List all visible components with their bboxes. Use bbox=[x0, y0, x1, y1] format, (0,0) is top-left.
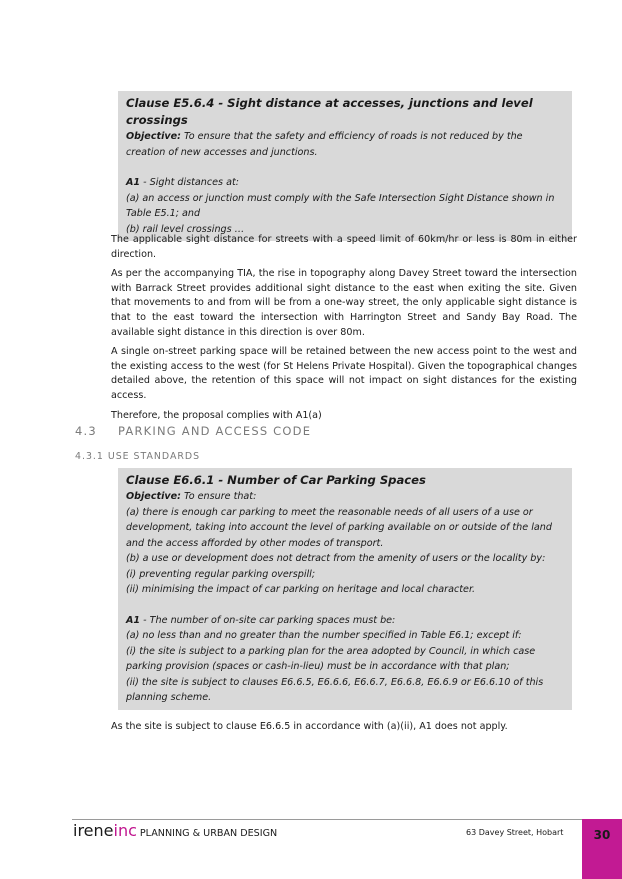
clause-item: (i) preventing regular parking overspill; bbox=[126, 568, 316, 580]
clause-item: (b) rail level crossings … bbox=[126, 223, 245, 235]
footer-address: 63 Davey Street, Hobart bbox=[466, 828, 564, 837]
clause-objective bbox=[126, 129, 564, 160]
clause-item: (a) an access or junction must comply with the Safe Intersection Sight Distance shown in Table E5.1; and bbox=[126, 192, 555, 219]
a1-label: A1 bbox=[126, 614, 141, 626]
logo-tagline: PLANNING & URBAN DESIGN bbox=[139, 828, 278, 839]
paragraph: Therefore, the proposal complies with A1(a) bbox=[111, 409, 322, 421]
a1-label: A1 bbox=[126, 177, 141, 188]
subsection-title: USE STANDARDS bbox=[107, 451, 201, 462]
company-logo bbox=[73, 821, 277, 840]
objective-label: Objective: bbox=[126, 491, 181, 502]
body-text-conclusion bbox=[111, 720, 577, 740]
paragraph: As the site is subject to clause E6.6.5 in accordance with (a)(ii), A1 does not apply. bbox=[111, 721, 508, 732]
page-number: 30 bbox=[593, 828, 611, 842]
objective-text: To ensure that: bbox=[180, 491, 257, 502]
clause-objective bbox=[126, 489, 564, 505]
section-title: PARKING AND ACCESS CODE bbox=[118, 424, 312, 438]
logo-text-inc: inc bbox=[113, 821, 137, 840]
clause-item: (b) a use or development does not detract from the amenity of users or the locality by: bbox=[126, 553, 546, 564]
subsection-number: 4.3.1 bbox=[75, 451, 104, 462]
a1-text: - The number of on-site car parking spaces must be: bbox=[140, 614, 396, 626]
objective-text: To ensure that the safety and efficiency of roads is not reduced by the creation of new accesses and junctions. bbox=[126, 131, 523, 158]
body-text-sight-distance bbox=[111, 233, 577, 428]
clause-title: Clause E6.6.1 - Number of Car Parking Spaces bbox=[126, 473, 426, 487]
paragraph: As per the accompanying TIA, the rise in topography along Davey Street toward the intersection with Barrack Street provides additional sight distance to the east when exiting the site. Given that movements to and from will be from a one-way street, the only applicable sight distance is that to the east toward the intersection with Harrington Street and Sandy Bay Road. The available sight distance in this direction is over 80m. bbox=[111, 268, 577, 338]
clause-item: (i) the site is subject to a parking plan for the area adopted by Council, in which case parking provision (spaces or cash-in-lieu) must be in accordance with that plan; bbox=[126, 645, 536, 672]
clause-item: (ii) minimising the impact of car parking on heritage and local character. bbox=[126, 584, 476, 595]
clause-title: Clause E5.6.4 - Sight distance at accesses, junctions and level crossings bbox=[126, 96, 533, 127]
clause-a1 bbox=[126, 175, 564, 191]
spacer bbox=[126, 160, 564, 175]
clause-box-e5-6-4 bbox=[118, 91, 572, 241]
clause-item: (ii) the site is subject to clauses E6.6.5, E6.6.6, E6.6.7, E6.6.8, E6.6.9 or E6.6.10 of this planning scheme. bbox=[126, 676, 544, 703]
footer-divider bbox=[72, 819, 582, 820]
objective-label: Objective: bbox=[126, 131, 181, 142]
clause-box-e6-6-1 bbox=[118, 468, 572, 710]
clause-item: (a) no less than and no greater than the number specified in Table E6.1; except if: bbox=[126, 630, 522, 641]
logo-text-irene: irene bbox=[73, 821, 114, 840]
section-number: 4.3 bbox=[75, 424, 97, 438]
clause-item: (a) there is enough car parking to meet the reasonable needs of all users of a use or development, taking into account the level of parking available on or outside of the land and the access afforded by other modes of transport. bbox=[126, 506, 552, 549]
a1-text: - Sight distances at: bbox=[140, 177, 239, 188]
paragraph: A single on-street parking space will be retained between the new access point to the west and the existing access to the west (for St Helens Private Hospital). Given the topographical changes detailed above, the retention of this space will not impact on sight distances for the existing access. bbox=[111, 346, 577, 401]
clause-a1 bbox=[126, 613, 564, 629]
spacer bbox=[126, 598, 564, 613]
paragraph: The applicable sight distance for streets with a speed limit of 60km/hr or less is 80m in either direction. bbox=[111, 234, 577, 260]
section-heading bbox=[75, 424, 311, 438]
page-number-tab bbox=[582, 819, 622, 879]
subsection-heading bbox=[75, 451, 200, 462]
